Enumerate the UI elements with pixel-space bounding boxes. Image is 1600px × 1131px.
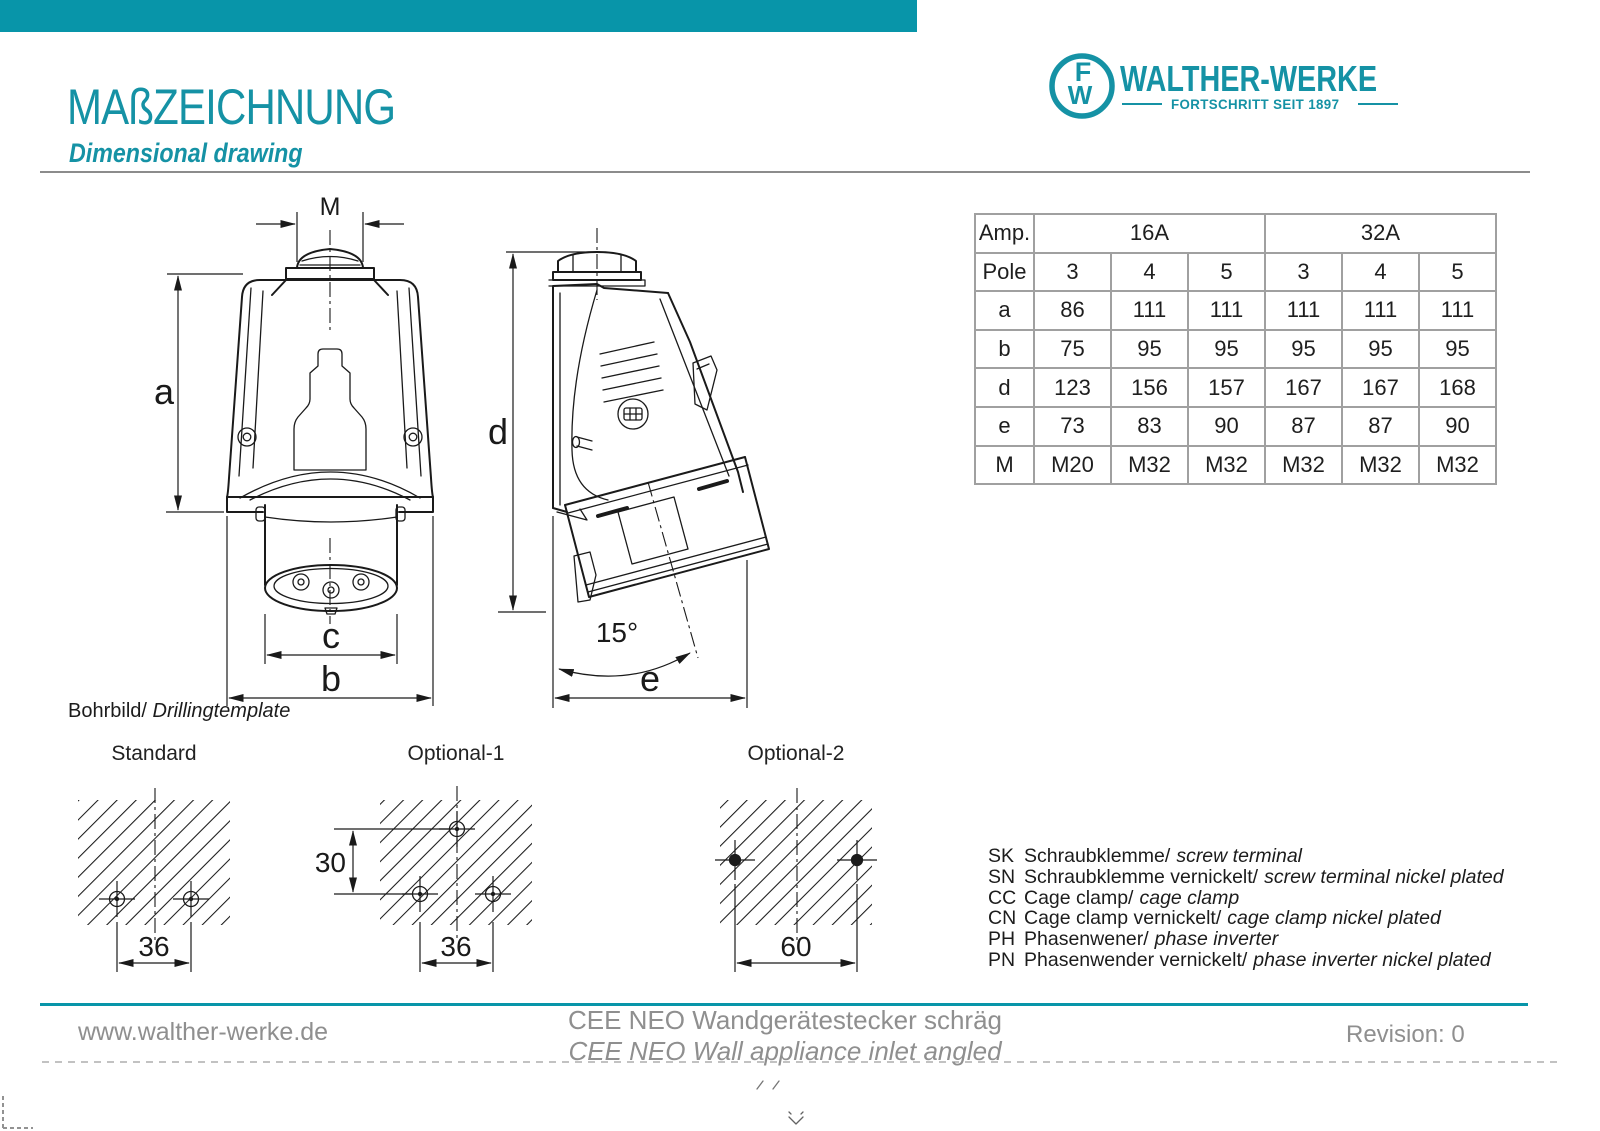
- table-row-d: [975, 368, 1496, 407]
- legend-text-de: Schraubklemme vernickelt/: [1024, 865, 1259, 888]
- front-view-drawing: [154, 193, 433, 706]
- legend-item: [988, 888, 1504, 909]
- value-cell: 83: [1111, 407, 1188, 446]
- template-standard-dim: 36: [138, 931, 170, 962]
- footer-revision: Revision: 0: [1346, 1021, 1465, 1048]
- legend-text-en: phase inverter nickel plated: [1253, 948, 1491, 971]
- pole-cell: 3: [1034, 253, 1111, 292]
- template-standard-title: Standard: [111, 742, 197, 765]
- terminal-type-legend: [988, 846, 1504, 971]
- amp-label-cell: Amp.: [975, 214, 1034, 253]
- pole-cell: 5: [1188, 253, 1265, 292]
- table-row-a: [975, 291, 1496, 330]
- legend-code: CN: [988, 907, 1017, 930]
- value-cell: 95: [1419, 330, 1496, 369]
- front-dim-c-label: c: [322, 615, 340, 656]
- legend-text-de: Cage clamp vernickelt/: [1024, 907, 1222, 930]
- legend-text-de: Phasenwender vernickelt/: [1024, 948, 1248, 971]
- row-label-cell: b: [975, 330, 1034, 369]
- pole-label-cell: Pole: [975, 253, 1034, 292]
- template-optional2-dim: 60: [780, 931, 812, 962]
- value-cell: 90: [1188, 407, 1265, 446]
- value-cell: M32: [1419, 446, 1496, 485]
- value-cell: 111: [1188, 291, 1265, 330]
- value-cell: 123: [1034, 368, 1111, 407]
- footer-website: www.walther-werke.de: [78, 1018, 329, 1046]
- value-cell: 167: [1342, 368, 1419, 407]
- value-cell: 167: [1265, 368, 1342, 407]
- value-cell: 90: [1419, 407, 1496, 446]
- pole-cell: 4: [1111, 253, 1188, 292]
- drilling-section-label-en: Drillingtemplate: [152, 700, 291, 722]
- table-row-m: [975, 446, 1496, 485]
- logo-monogram-w: W: [1067, 80, 1093, 110]
- template-optional1-title: Optional-1: [407, 742, 505, 765]
- front-dim-a-label: a: [153, 371, 174, 412]
- dimension-table: [974, 213, 1497, 485]
- legend-item: [988, 950, 1504, 971]
- legend-text-en: screw terminal: [1176, 845, 1303, 867]
- value-cell: M20: [1034, 446, 1111, 485]
- pole-cell: 5: [1419, 253, 1496, 292]
- value-cell: M32: [1188, 446, 1265, 485]
- legend-text-de: Cage clamp/: [1024, 886, 1134, 909]
- fold-marks: [3, 1062, 1558, 1130]
- legend-text-en: cage clamp: [1139, 886, 1240, 909]
- value-cell: 87: [1342, 407, 1419, 446]
- template-optional1-dim-vertical: 30: [314, 847, 346, 878]
- drilling-section-label-de: Bohrbild/: [68, 700, 147, 722]
- table-row-e: [975, 407, 1496, 446]
- legend-code: PH: [988, 928, 1016, 951]
- drilling-section-label: [68, 700, 290, 723]
- legend-text-en: screw terminal nickel plated: [1264, 865, 1504, 888]
- value-cell: 157: [1188, 368, 1265, 407]
- page-title: MAßZEICHNUNG: [67, 79, 396, 135]
- footer-product-de: CEE NEO Wandgerätestecker schräg: [568, 1005, 1002, 1035]
- row-label-cell: a: [975, 291, 1034, 330]
- legend-code: SN: [988, 865, 1016, 888]
- value-cell: 168: [1419, 368, 1496, 407]
- footer-product: [535, 1005, 1035, 1067]
- drilling-template-optional2: [715, 788, 877, 972]
- side-view-drawing: [488, 228, 769, 708]
- value-cell: M32: [1265, 446, 1342, 485]
- legend-code: CC: [988, 886, 1017, 909]
- value-cell: 111: [1111, 291, 1188, 330]
- drilling-template-standard: [78, 788, 230, 972]
- legend-item: [988, 867, 1504, 888]
- table-row-amp: [975, 214, 1496, 253]
- amp-32a-cell: 32A: [1265, 214, 1496, 253]
- template-optional1-dim: 36: [440, 931, 472, 962]
- legend-code: PN: [988, 948, 1016, 971]
- logo-monogram-f: F: [1074, 57, 1092, 87]
- legend-text-de: Schraubklemme/: [1024, 845, 1171, 867]
- value-cell: 111: [1419, 291, 1496, 330]
- value-cell: M32: [1342, 446, 1419, 485]
- table-row-pole: [975, 253, 1496, 292]
- template-optional2-title: Optional-2: [747, 742, 845, 765]
- value-cell: 156: [1111, 368, 1188, 407]
- front-dim-m-label: M: [319, 193, 341, 221]
- front-dim-b-label: b: [320, 658, 342, 699]
- pole-cell: 3: [1265, 253, 1342, 292]
- table-row-b: [975, 330, 1496, 369]
- legend-item: [988, 929, 1504, 950]
- amp-16a-cell: 16A: [1034, 214, 1265, 253]
- value-cell: 87: [1265, 407, 1342, 446]
- value-cell: 111: [1265, 291, 1342, 330]
- legend-item: [988, 846, 1504, 867]
- side-dim-e-label: e: [639, 658, 661, 699]
- value-cell: 95: [1111, 330, 1188, 369]
- legend-item: [988, 908, 1504, 929]
- page-subtitle: Dimensional drawing: [69, 138, 303, 168]
- row-label-cell: e: [975, 407, 1034, 446]
- row-label-cell: M: [975, 446, 1034, 485]
- value-cell: 95: [1265, 330, 1342, 369]
- value-cell: 111: [1342, 291, 1419, 330]
- value-cell: 75: [1034, 330, 1111, 369]
- side-dim-d-label: d: [487, 411, 508, 452]
- value-cell: M32: [1111, 446, 1188, 485]
- row-label-cell: d: [975, 368, 1034, 407]
- pole-cell: 4: [1342, 253, 1419, 292]
- drilling-template-optional1: [315, 786, 532, 972]
- value-cell: 95: [1342, 330, 1419, 369]
- footer-product-en: CEE NEO Wall appliance inlet angled: [568, 1036, 1002, 1066]
- legend-text-en: phase inverter: [1154, 928, 1279, 951]
- value-cell: 86: [1034, 291, 1111, 330]
- legend-text-de: Phasenwener/: [1024, 928, 1149, 951]
- value-cell: 73: [1034, 407, 1111, 446]
- legend-text-en: cage clamp nickel plated: [1227, 907, 1441, 930]
- legend-code: SK: [988, 845, 1015, 867]
- value-cell: 95: [1188, 330, 1265, 369]
- logo-tagline: FORTSCHRITT SEIT 1897: [1171, 96, 1340, 112]
- side-angle-label: 15°: [595, 617, 639, 648]
- logo-wordmark: WALTHER-WERKE: [1120, 58, 1378, 99]
